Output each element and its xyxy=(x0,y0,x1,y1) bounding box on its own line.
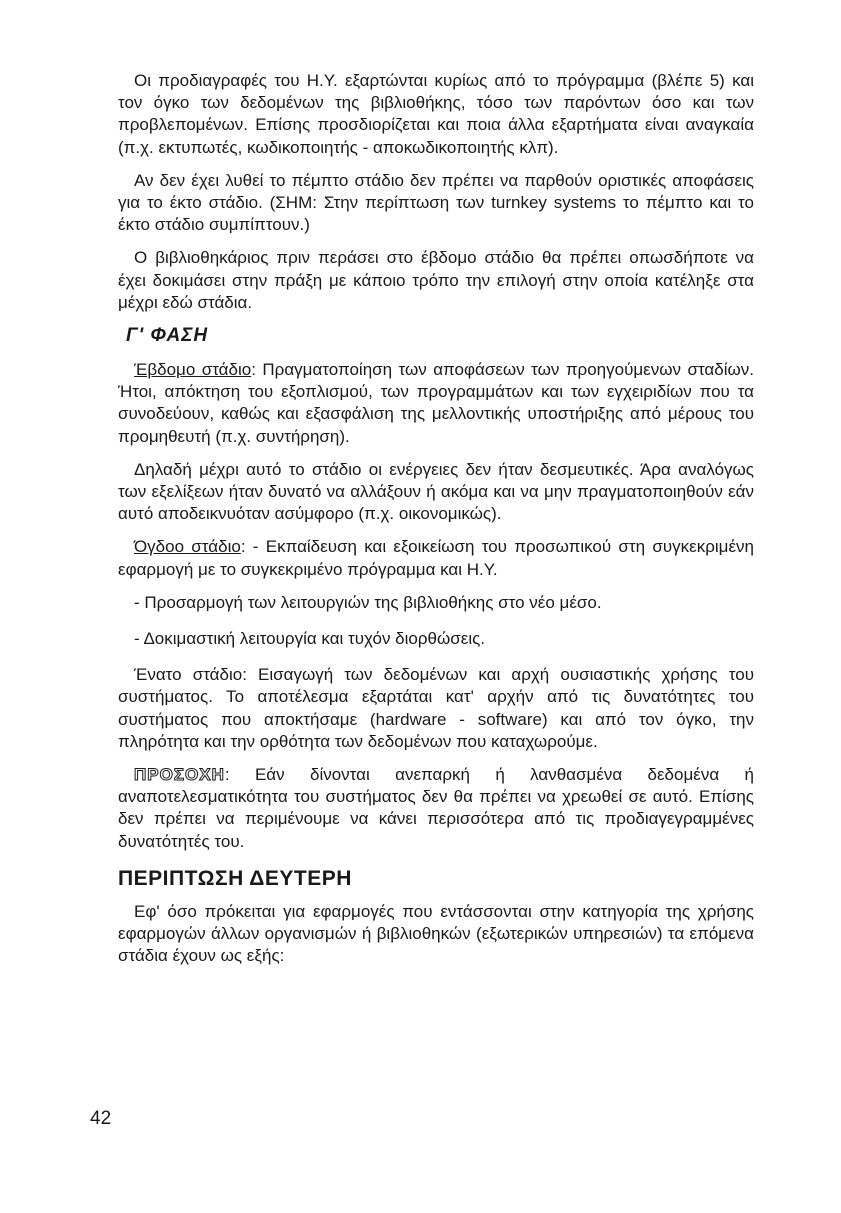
text-column xyxy=(118,70,754,979)
case-heading: ΠΕΡΙΠΤΩΣΗ ΔΕΥΤΕΡΗ xyxy=(118,866,352,890)
paragraph-dilad: Δηλαδή μέχρι αυτό το στάδιο οι ενέργειες δεν ήταν δεσμευτικές. Άρα αναλόγως των εξελίξεων ήταν δυνατό να αλλάξουν ή ακόμα και να μην πραγματοποιηθούν εάν αυτό αποδεικνυόταν ασύμφορο (π.χ. οικονομικώς). xyxy=(118,459,754,524)
paragraph-seventh-stage xyxy=(118,359,754,448)
paragraph-second-case: Εφ' όσο πρόκειται για εφαρμογές που εντάσσονται στην κατηγορία της χρήσης εφαρμογών άλλων οργανισμών ή βιβλιοθηκών (εξωτερικών υπηρεσιών) τα επόμενα στάδια έχουν ως εξής: xyxy=(118,901,754,966)
eighth-stage-text: : - Εκπαίδευση και εξοικείωση του προσωπικού στη συγκεκριμένη εφαρμογή με το συγκεκριμένο πρόγραμμα και Η.Υ. xyxy=(118,537,754,579)
list-item: - Δοκιμαστική λειτουργία και τυχόν διορθώσεις. xyxy=(134,629,486,649)
notice-text: : Εάν δίνονται ανεπαρκή ή λανθασμένα δεδομένα ή αναποτελεσματικότητα του συστήματος δεν θα πρέπει να χρεωθεί σε αυτό. Επίσης δεν πρέπει να περιμένουμε να κάνει περισσότερα από τις προδιαγεγραμμένες δυνατότητές του. xyxy=(118,765,754,851)
page-number: 42 xyxy=(90,1108,112,1129)
paragraph-notice xyxy=(118,764,754,853)
list-item: - Προσαρμογή των λειτουργιών της βιβλιοθήκης στο νέο μέσο. xyxy=(134,592,602,612)
eighth-stage-label: Όγδοο στάδιο xyxy=(134,537,241,557)
seventh-stage-label: Έβδομο στάδιο xyxy=(134,360,252,380)
paragraph-specifications: Οι προδιαγραφές του Η.Υ. εξαρτώνται κυρίως από το πρόγραμμα (βλέπε 5) και τον όγκο των δεδομένων της βιβλιοθήκης, τόσο των παρόντων όσο και των προβλεπομένων. Επίσης προσδιορίζεται και ποια άλλα εξαρτήματα είναι αναγκαία (π.χ. εκτυπωτές, κωδικοποιητής - αποκωδικοποιητής κλπ). xyxy=(118,71,754,157)
seventh-stage-text: : Πραγματοποίηση των αποφάσεων των προηγούμενων σταδίων. Ήτοι, απόκτηση του εξοπλισμού, των προγραμμάτων και των εγχειριδίων που τα συνοδεύουν, καθώς και εξασφάλιση της μελλοντικής υποστήριξης από μέρους του προμηθευτή (π.χ. συντήρηση). xyxy=(118,360,754,446)
paragraph-ninth-stage: Ένατο στάδιο: Εισαγωγή των δεδομένων και αρχή ουσιαστικής χρήσης του συστήματος. Το αποτέλεσμα εξαρτάται κατ' αρχήν από τις δυνατότητες του συστήματος που αποκτήσαμε (hardware - software) και από τον όγκο, την πληρότητα και την ορθότητα των δεδομένων που καταχωρούμε. xyxy=(118,665,754,751)
paragraph-librarian: Ο βιβλιοθηκάριος πριν περάσει στο έβδομο στάδιο θα πρέπει οπωσδήποτε να έχει δοκιμάσει στην πράξη με κάποιο τρόπο την επιλογή στην οποία κατέληξε στα μέχρι εδώ στάδια. xyxy=(118,248,754,312)
phase-heading: Γ' ΦΑΣΗ xyxy=(126,325,209,347)
notice-label: ΠΡΟΣΟΧΗ xyxy=(134,765,225,785)
paragraph-fifth-stage: Αν δεν έχει λυθεί το πέμπτο στάδιο δεν πρέπει να παρθούν οριστικές αποφάσεις για το έκτο στάδιο. (ΣΗΜ: Στην περίπτωση των turnkey systems το πέμπτο και το έκτο στάδιο συμπίπτουν.) xyxy=(118,170,754,235)
paragraph-eighth-stage xyxy=(118,536,754,580)
